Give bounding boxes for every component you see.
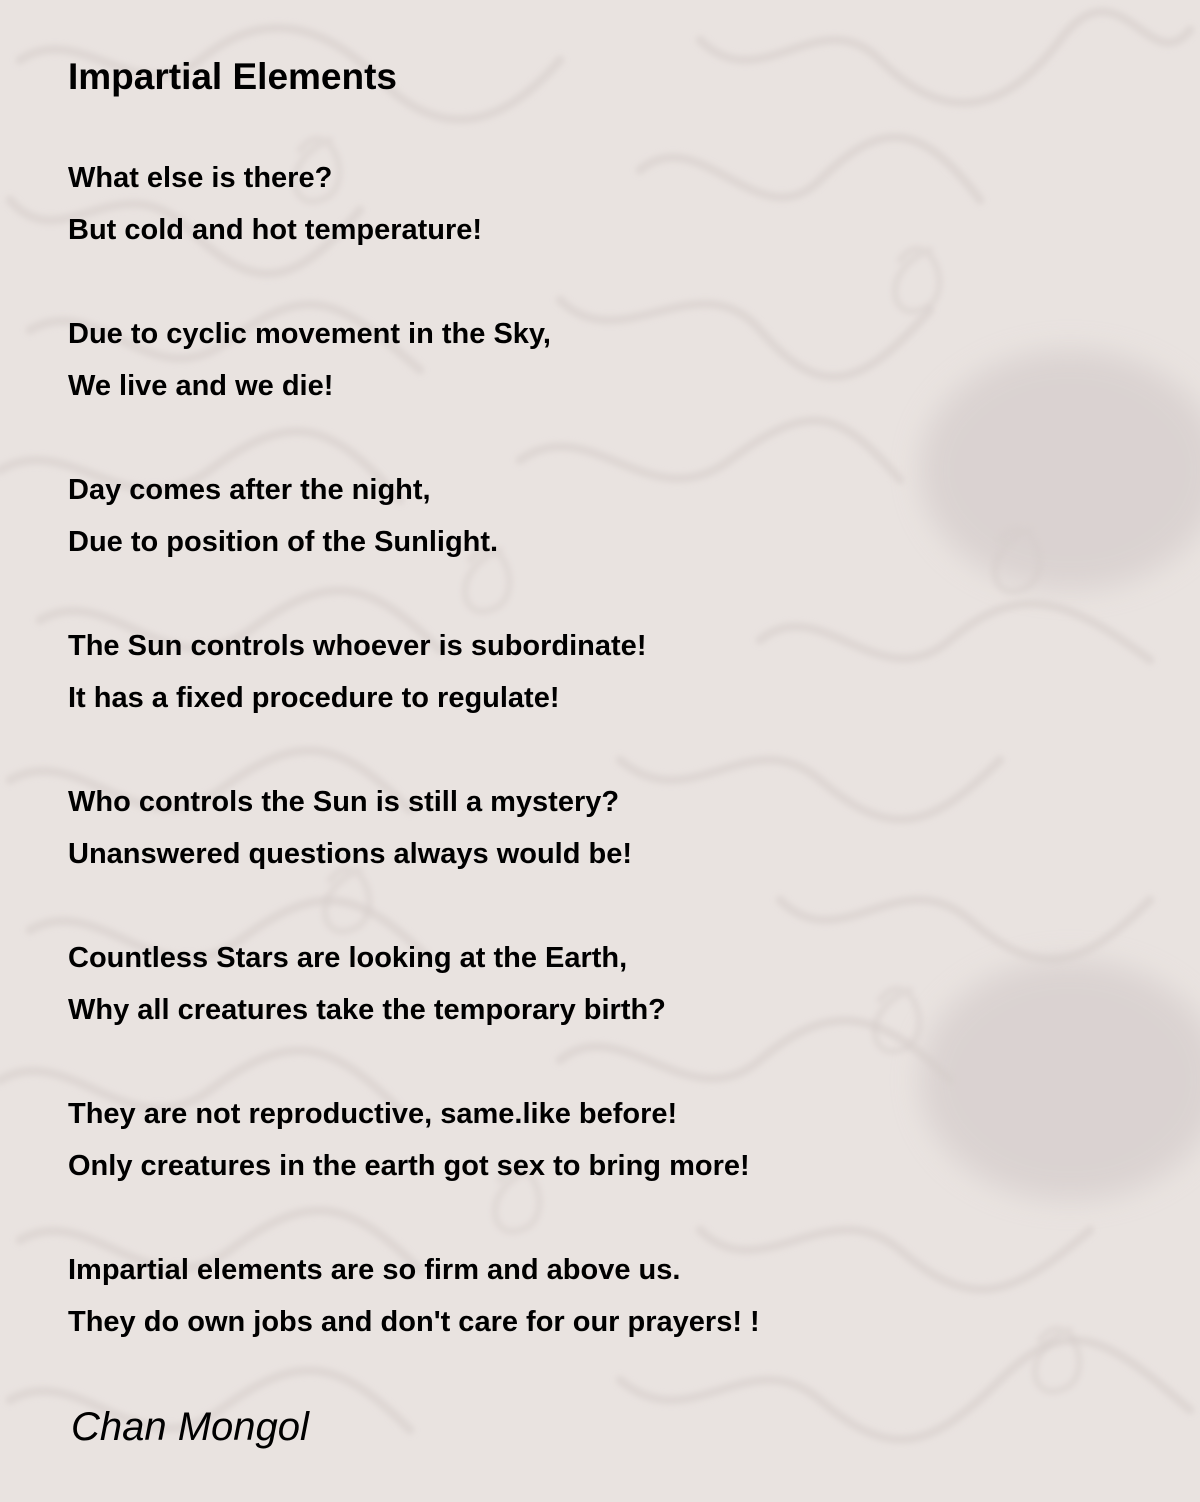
- poem-line: Only creatures in the earth got sex to bring more!: [68, 1150, 750, 1182]
- stanza: [68, 308, 760, 412]
- poem-line: Unanswered questions always would be!: [68, 838, 633, 870]
- stanza: [68, 776, 760, 880]
- poem-line: Why all creatures take the temporary birth?: [68, 994, 666, 1026]
- poem-line: It has a fixed procedure to regulate!: [68, 682, 560, 714]
- poem-line: The Sun controls whoever is subordinate!: [68, 630, 647, 662]
- stanza: [68, 464, 760, 568]
- poem-line: Due to cyclic movement in the Sky,: [68, 318, 551, 350]
- stanza: [68, 152, 760, 256]
- poem-line: What else is there?: [68, 162, 333, 194]
- stanza: [68, 620, 760, 724]
- poem-author: Chan Mongol: [71, 1405, 309, 1449]
- poem-line: Day comes after the night,: [68, 474, 431, 506]
- poem-line: Countless Stars are looking at the Earth,: [68, 942, 628, 974]
- stanza: [68, 932, 760, 1036]
- poem-title: Impartial Elements: [68, 56, 398, 97]
- poem-line: They do own jobs and don't care for our prayers! !: [68, 1306, 760, 1338]
- poem-body: [68, 152, 760, 1400]
- poem-line: But cold and hot temperature!: [68, 214, 483, 246]
- poem-line: Who controls the Sun is still a mystery?: [68, 786, 620, 818]
- stanza: [68, 1088, 760, 1192]
- poem-line: We live and we die!: [68, 370, 334, 402]
- stanza: [68, 1244, 760, 1348]
- poem-line: Impartial elements are so firm and above us.: [68, 1254, 681, 1286]
- poem-line: Due to position of the Sunlight.: [68, 526, 499, 558]
- poem-line: They are not reproductive, same.like before!: [68, 1098, 678, 1130]
